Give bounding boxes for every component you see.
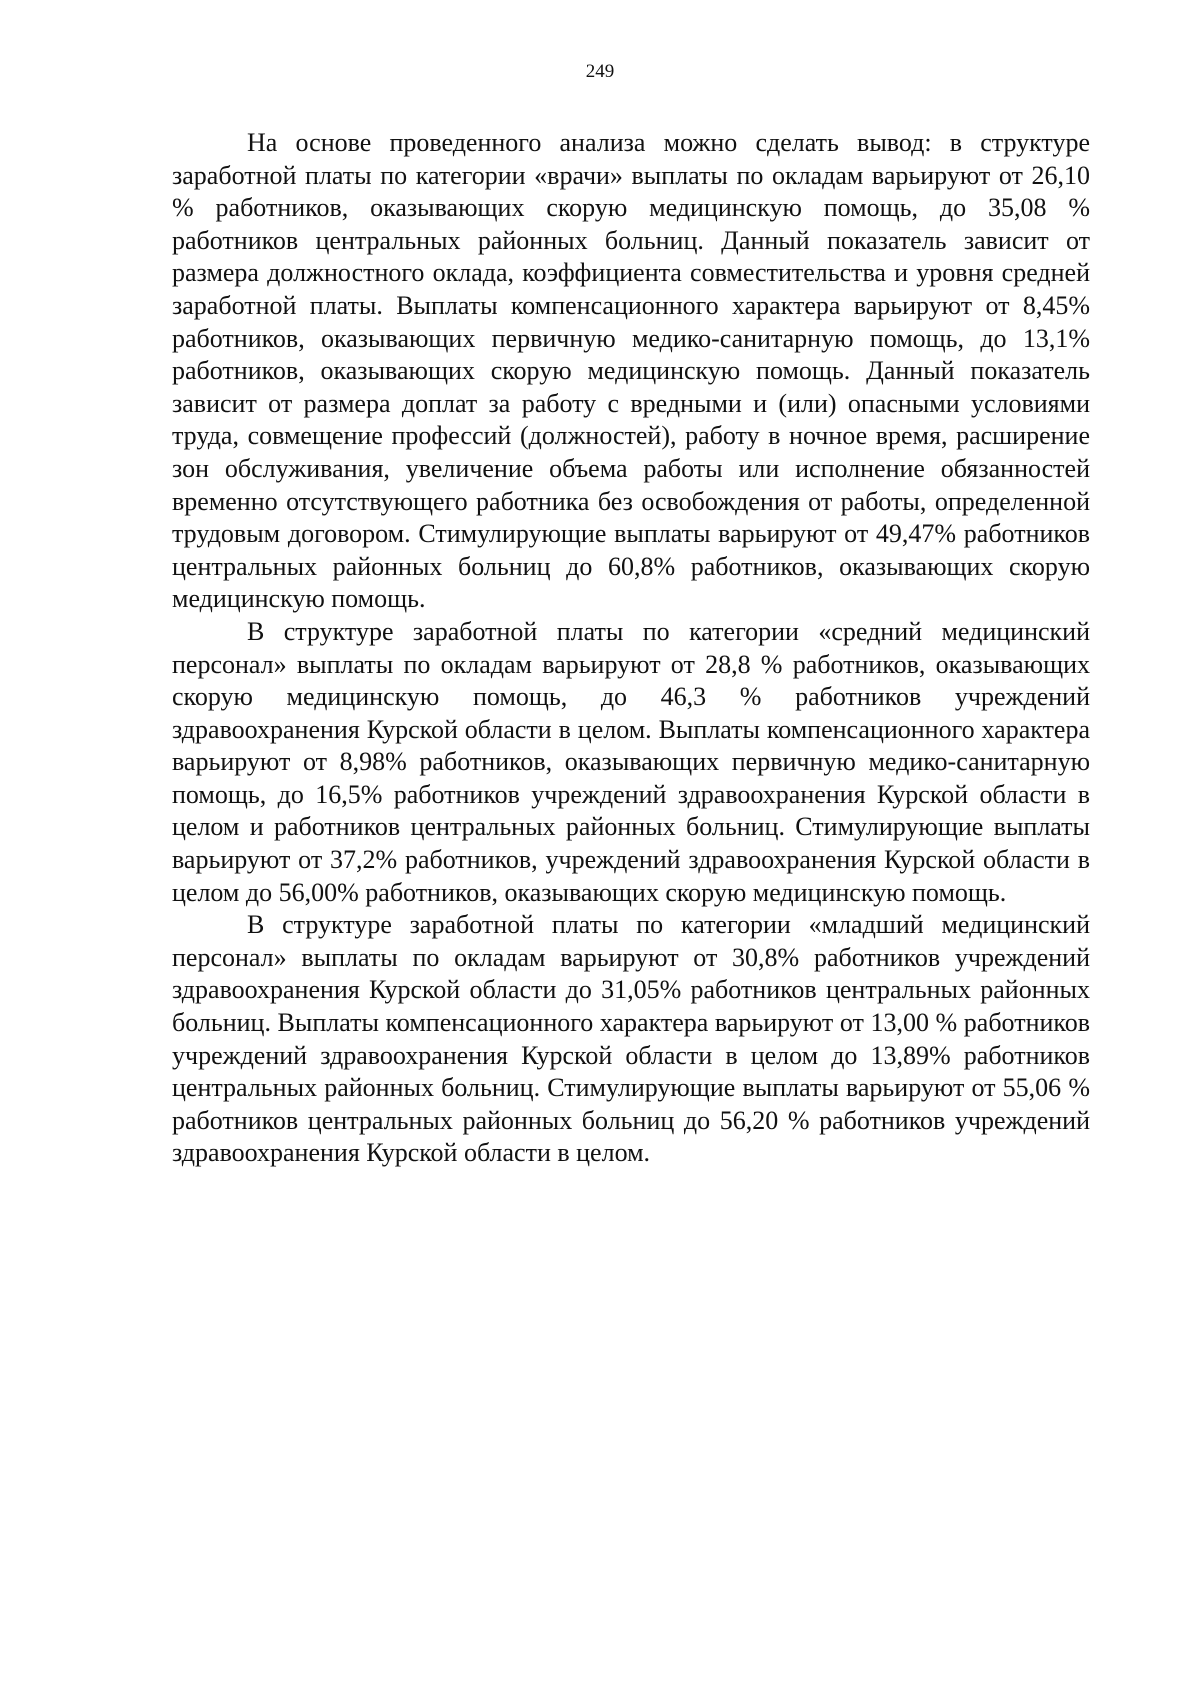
- paragraph-junior-staff: В структуре заработной платы по категории «младший медицинский персонал» выплаты по окладам варьируют от 30,8% работников учреждений здравоохранения Курской области до 31,05% работников центральных районных больниц. Выплаты компенсационного характера варьируют от 13,00 % работников учреждений здравоохранения Курской области в целом до 13,89% работников центральных районных больниц. Стимулирующие выплаты варьируют от 55,06 % работников центральных районных больниц до 56,20 % работников учреждений здравоохранения Курской области в целом.: [172, 910, 1090, 1168]
- paragraph-doctors: На основе проведенного анализа можно сделать вывод: в структуре заработной платы по категории «врачи» выплаты по окладам варьируют от 26,10 % работников, оказывающих скорую медицинскую помощь, до 35,08 % работников центральных районных больниц. Данный показатель зависит от размера должностного оклада, коэффициента совместительства и уровня средней заработной платы. Выплаты компенсационного характера варьируют от 8,45% работников, оказывающих первичную медико-санитарную помощь, до 13,1% работников, оказывающих скорую медицинскую помощь. Данный показатель зависит от размера доплат за работу с вредными и (или) опасными условиями труда, совмещение профессий (должностей), работу в ночное время, расширение зон обслуживания, увеличение объема работы или исполнение обязанностей временно отсутствующего работника без освобождения от работы, определенной трудовым договором. Стимулирующие выплаты варьируют от 49,47% работников центральных районных больниц до 60,8% работников, оказывающих скорую медицинскую помощь.: [172, 128, 1090, 614]
- paragraph-middle-staff: В структуре заработной платы по категории «средний медицинский персонал» выплаты по окладам варьируют от 28,8 % работников, оказывающих скорую медицинскую помощь, до 46,3 % работников учреждений здравоохранения Курской области в целом. Выплаты компенсационного характера варьируют от 8,98% работников, оказывающих первичную медико-санитарную помощь, до 16,5% работников учреждений здравоохранения Курской области в целом и работников центральных районных больниц. Стимулирующие выплаты варьируют от 37,2% работников, учреждений здравоохранения Курской области в целом до 56,00% работников, оказывающих скорую медицинскую помощь.: [172, 616, 1090, 907]
- page-number: 249: [585, 61, 615, 82]
- document-body: [172, 127, 1090, 1170]
